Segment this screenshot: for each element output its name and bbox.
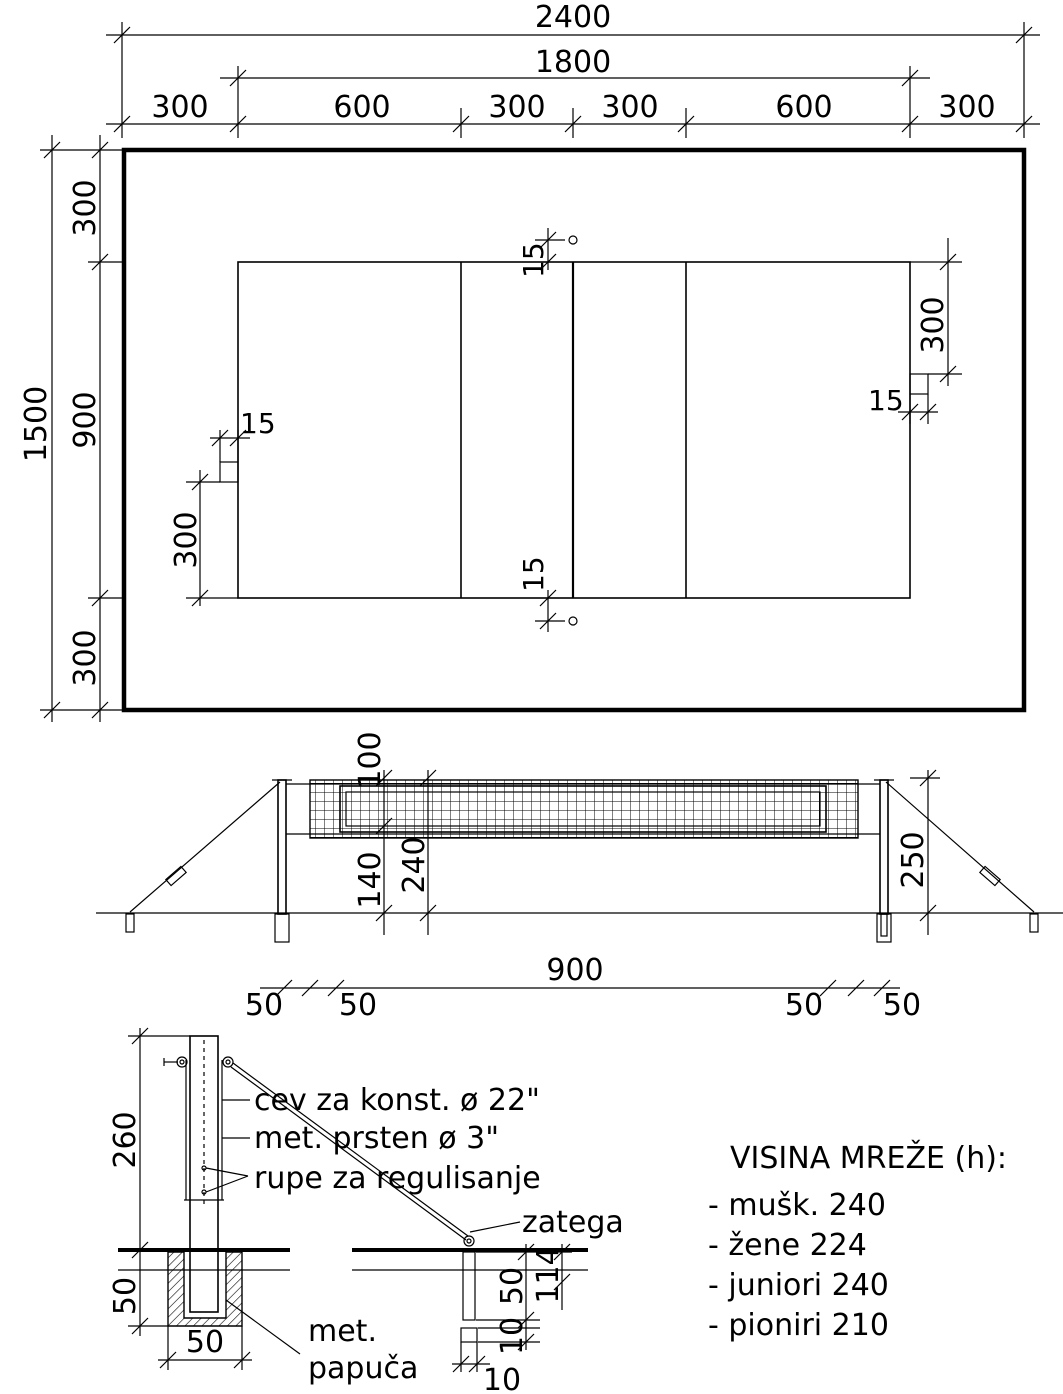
footing-depth-dimension: 50	[108, 1276, 143, 1316]
offset-dimension: 50	[338, 988, 378, 1023]
anchor-block-dimension: 10	[495, 1316, 530, 1356]
width-segment-dimension: 900	[68, 391, 103, 449]
net-elevation	[96, 731, 1063, 1023]
post-bottom	[569, 617, 577, 625]
offset-dimension: 50	[784, 988, 824, 1023]
court-length-dimension: 1800	[534, 45, 612, 80]
footing-left	[275, 914, 289, 942]
post-above-ground-dimension: 260	[108, 1111, 143, 1169]
plan-view	[19, 0, 1040, 722]
net-height-legend	[708, 1140, 1007, 1343]
net-height-title: VISINA MREŽE (h):	[730, 1141, 1008, 1176]
net-height-row: - žene 224	[708, 1228, 867, 1263]
net-height-row: - mušk. 240	[708, 1188, 886, 1223]
anchor-width-dimension: 10	[482, 1363, 522, 1394]
segment-dimension: 300	[488, 90, 546, 125]
referee-zone-left	[220, 462, 238, 482]
net-span-dimension: 900	[546, 953, 604, 988]
footing-right	[877, 914, 891, 942]
post-offset-top-dimension: 15	[517, 242, 550, 278]
net-band-dimension: 100	[353, 731, 388, 789]
post-offset-bottom-dimension: 15	[517, 556, 550, 592]
overall-width-dimension: 1500	[19, 385, 54, 463]
referee-length-left-dimension: 300	[169, 511, 204, 569]
anchor-left	[126, 914, 134, 932]
holes-label: rupe za regulisanje	[254, 1161, 541, 1196]
net-height-row: - pioniri 210	[708, 1308, 889, 1343]
anchor-depth-dimension: 50	[495, 1266, 530, 1306]
referee-length-right-dimension: 300	[916, 296, 951, 354]
anchor-right	[1030, 914, 1038, 932]
segment-dimension: 300	[151, 90, 209, 125]
referee-offset-right-dimension: 15	[868, 384, 904, 417]
net-bottom-dimension: 140	[353, 851, 388, 909]
width-segment-dimension: 300	[68, 179, 103, 237]
top-dimension-chain	[106, 0, 1040, 138]
shoe-label-line2: papuča	[308, 1351, 419, 1386]
tie-anchor	[463, 1252, 475, 1320]
net-top-dimension: 240	[397, 836, 432, 894]
anchor-total-dimension: 114	[531, 1246, 566, 1304]
segment-dimension: 300	[938, 90, 996, 125]
net-height-row: - juniori 240	[708, 1268, 889, 1303]
width-segment-dimension: 300	[68, 629, 103, 687]
ring-label: met. prsten ø 3"	[254, 1121, 500, 1156]
referee-offset-left-dimension: 15	[240, 407, 276, 440]
concrete-footing	[168, 1252, 242, 1326]
segment-dimension: 600	[775, 90, 833, 125]
post-top	[569, 236, 577, 244]
footing-width-dimension: 50	[185, 1325, 225, 1360]
post-pipe	[190, 1036, 218, 1250]
referee-zone-right	[910, 374, 928, 394]
post-height-dimension: 250	[896, 831, 931, 889]
shoe-label-line1: met.	[308, 1314, 377, 1349]
segment-dimension: 300	[601, 90, 659, 125]
playing-court	[238, 262, 910, 598]
left-dimension-chain	[19, 135, 122, 722]
offset-dimension: 50	[882, 988, 922, 1023]
overall-length-dimension: 2400	[534, 0, 612, 35]
pipe-label: cev za konst. ø 22"	[254, 1083, 540, 1118]
segment-dimension: 600	[333, 90, 391, 125]
offset-dimension: 50	[244, 988, 284, 1023]
post-detail	[108, 1028, 624, 1394]
tie-label: zatega	[522, 1205, 624, 1240]
net-mesh	[310, 780, 858, 838]
